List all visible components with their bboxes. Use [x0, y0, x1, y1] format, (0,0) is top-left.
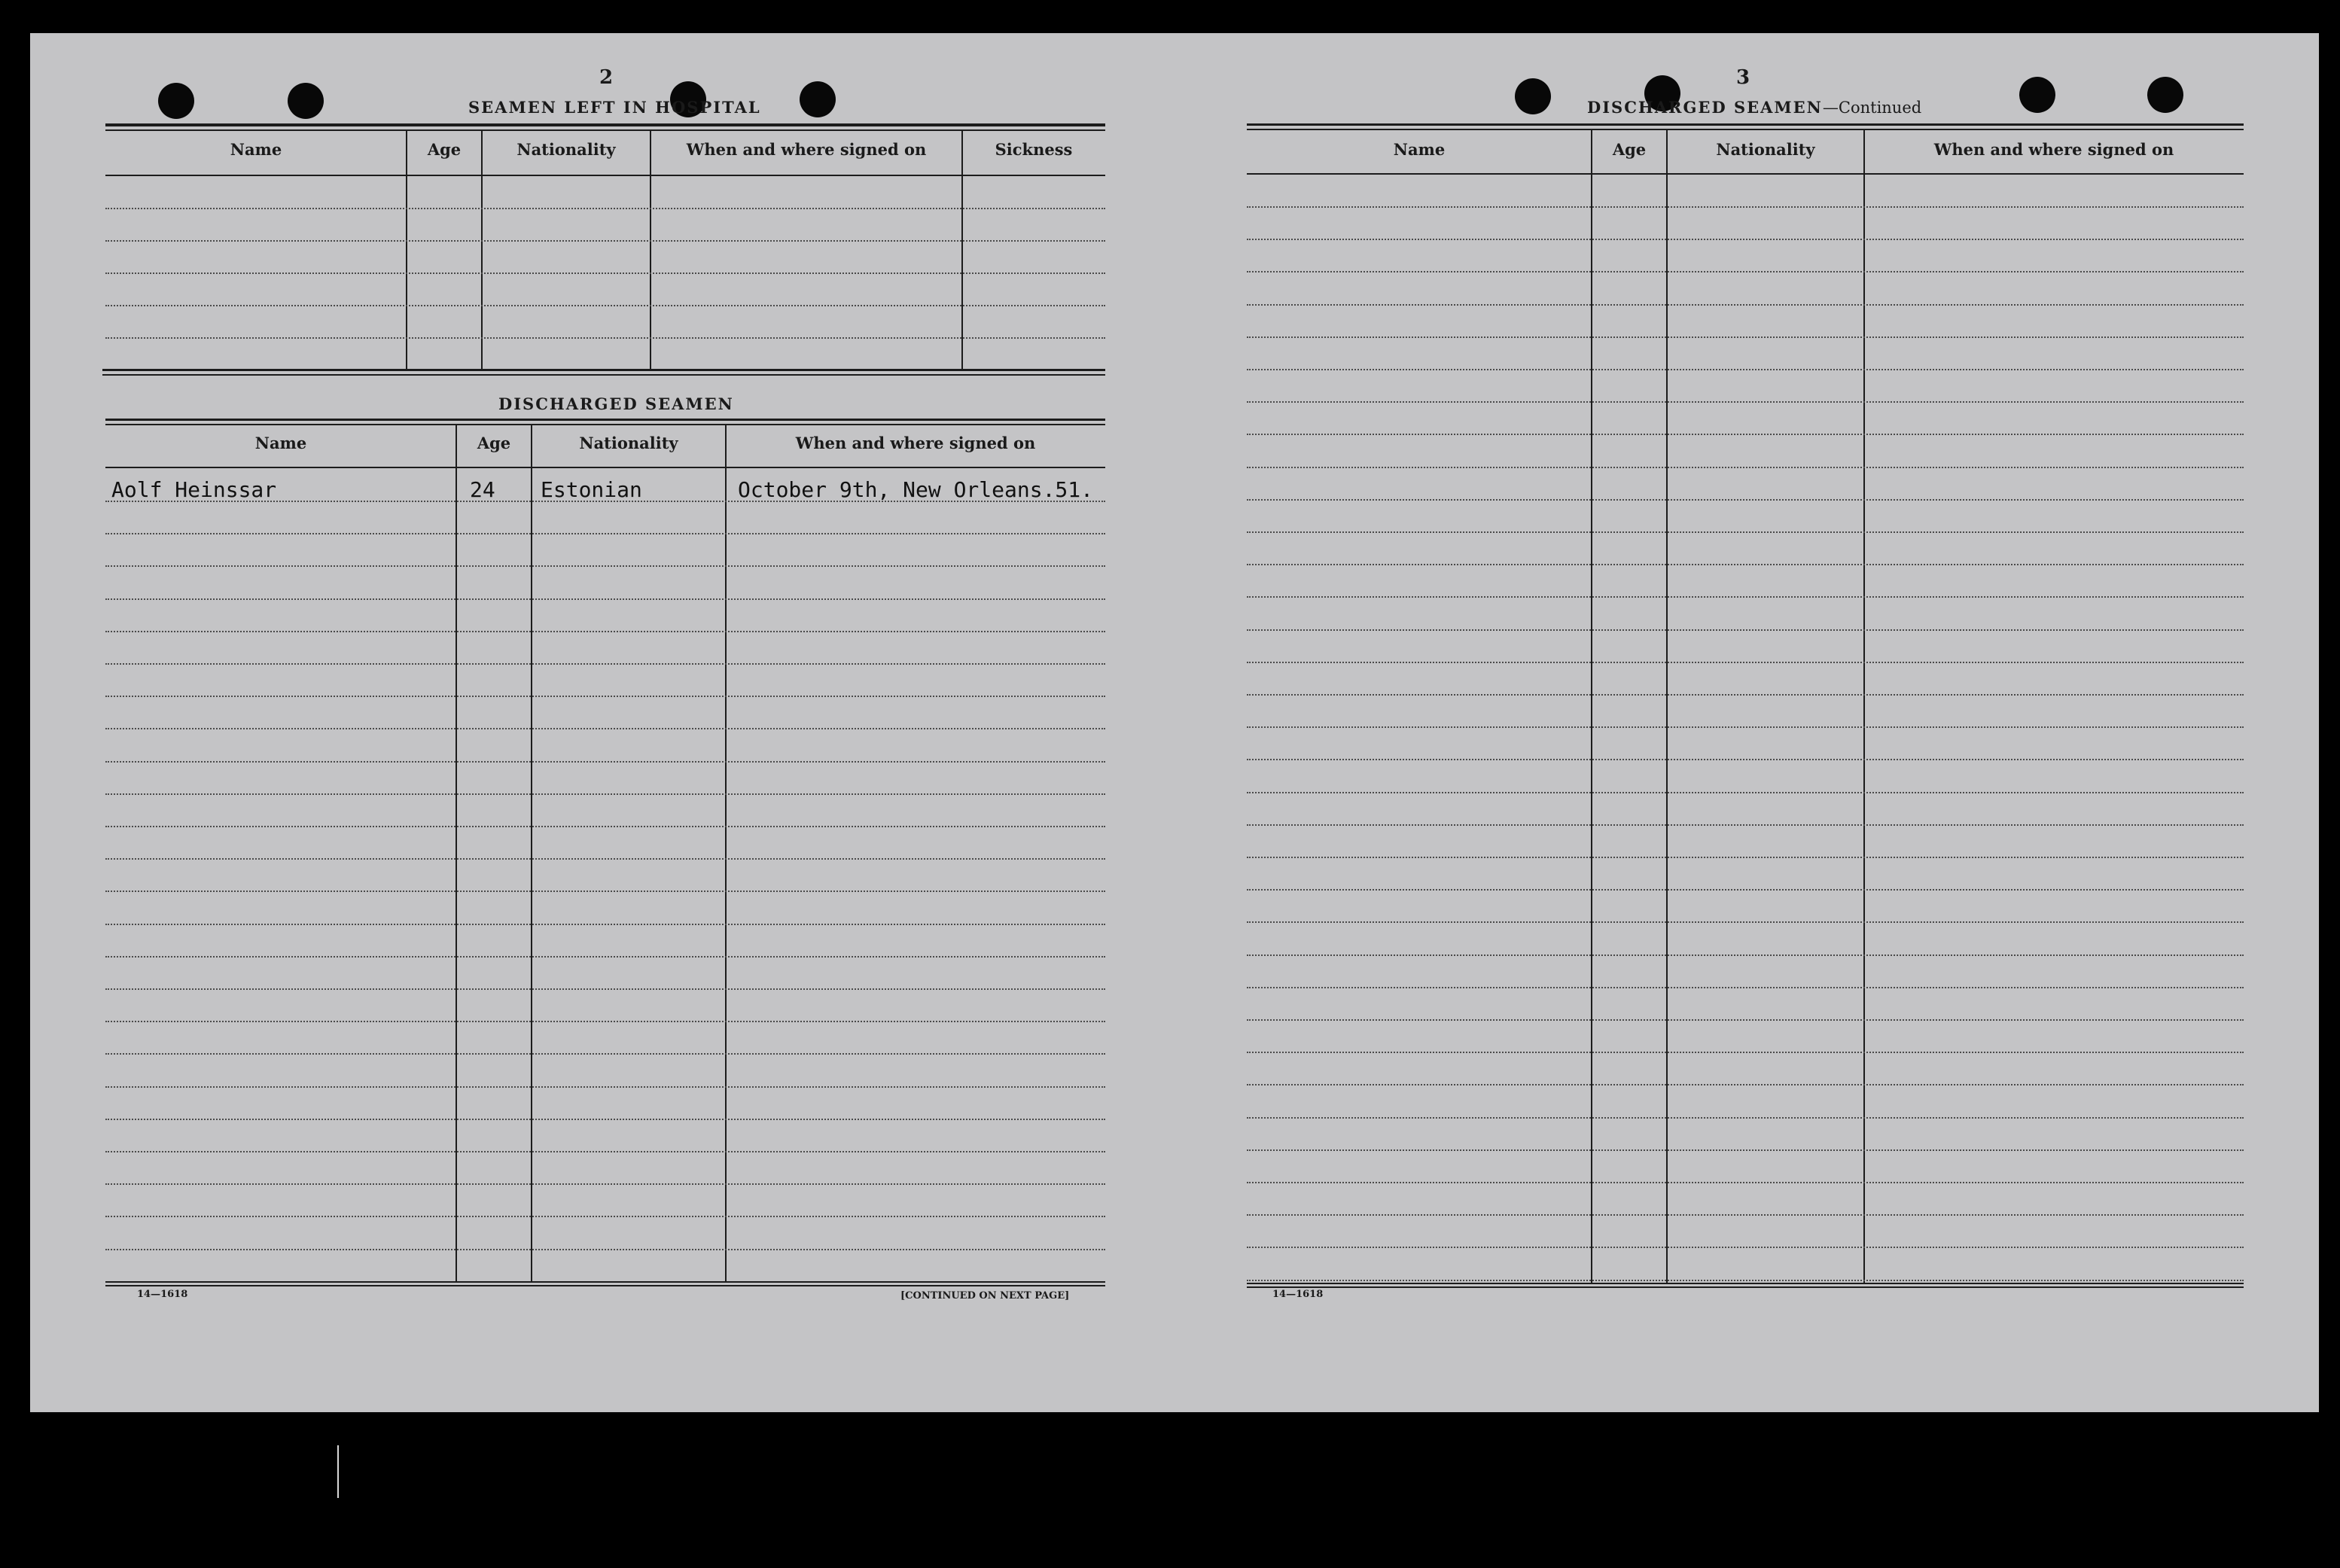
ruled-line	[1247, 304, 2244, 306]
seaman-signed-on: October 9th, New Orleans.51.	[738, 477, 1094, 502]
column-header: Nationality	[1716, 140, 1815, 159]
table-rule	[105, 467, 1105, 468]
ruled-line	[1247, 401, 2244, 403]
punch-hole	[800, 81, 836, 117]
punch-hole	[1515, 78, 1551, 114]
ruled-line	[105, 1021, 1105, 1022]
table-rule	[102, 369, 1105, 371]
ruled-line	[105, 924, 1105, 925]
ruled-line	[1247, 1247, 2244, 1248]
form-number: 14—1618	[137, 1289, 188, 1300]
table-rule	[1247, 173, 2244, 175]
ruled-line	[1247, 987, 2244, 988]
table-rule	[105, 123, 1105, 126]
ruled-line	[1247, 792, 2244, 793]
ruled-line	[105, 1183, 1105, 1185]
ruled-line	[105, 631, 1105, 632]
ruled-line	[1247, 662, 2244, 663]
ruled-line	[105, 1216, 1105, 1217]
ruled-line	[105, 598, 1105, 600]
ruled-line	[1247, 955, 2244, 956]
column-header: Nationality	[579, 434, 678, 452]
table-rule	[105, 419, 1105, 421]
seaman-age: 24	[470, 477, 495, 502]
column-divider	[1666, 129, 1668, 1283]
ruled-line	[1247, 857, 2244, 858]
table-rule	[105, 424, 1105, 425]
discharged-section-title: DISCHARGED SEAMEN	[498, 394, 734, 413]
ruled-line	[1247, 824, 2244, 826]
column-divider	[406, 129, 407, 370]
column-header: Sickness	[995, 140, 1073, 159]
ruled-line	[1247, 1280, 2244, 1281]
section-title-suffix: —Continued	[1822, 99, 1922, 117]
ruled-line	[105, 663, 1105, 665]
column-header: When and where signed on	[686, 140, 927, 159]
column-header: Age	[1612, 140, 1647, 159]
ruled-line	[105, 761, 1105, 763]
column-header: Age	[427, 140, 462, 159]
hospital-section-title: SEAMEN LEFT IN HOSPITAL	[468, 98, 761, 117]
page-number: 3	[1736, 66, 1750, 89]
ruled-line	[1247, 336, 2244, 338]
ruled-line	[1247, 271, 2244, 272]
ruled-line	[1247, 1084, 2244, 1085]
ruled-line	[1247, 629, 2244, 631]
discharged-continued-title	[1587, 98, 1921, 117]
ruled-line	[1247, 1117, 2244, 1119]
ruled-line	[105, 696, 1105, 697]
ruled-line	[1247, 206, 2244, 208]
punch-hole	[288, 83, 324, 119]
ruled-line	[1247, 369, 2244, 370]
ruled-line	[105, 956, 1105, 958]
table-rule	[102, 374, 1105, 376]
section-title-text: DISCHARGED SEAMEN	[1587, 98, 1823, 117]
column-header: Name	[254, 434, 307, 452]
ruled-line	[105, 208, 1105, 209]
column-divider	[481, 129, 483, 370]
form-number: 14—1618	[1272, 1289, 1324, 1300]
ruled-line	[1247, 499, 2244, 501]
ruled-line	[1247, 434, 2244, 435]
ruled-line	[105, 826, 1105, 827]
table-rule	[105, 129, 1105, 131]
column-divider	[531, 424, 532, 1282]
column-divider	[650, 129, 651, 370]
ruled-line	[105, 240, 1105, 242]
column-header: When and where signed on	[1933, 140, 2174, 159]
ruled-line	[105, 793, 1105, 795]
table-rule	[1247, 1286, 2244, 1288]
column-header: Name	[1393, 140, 1446, 159]
table-rule	[1247, 123, 2244, 126]
ruled-line	[105, 891, 1105, 892]
punch-hole	[2019, 77, 2055, 113]
ruled-line	[105, 305, 1105, 306]
ruled-line	[105, 858, 1105, 860]
table-rule	[1247, 129, 2244, 130]
ruled-line	[105, 533, 1105, 534]
ruled-line	[1247, 921, 2244, 923]
column-header: When and where signed on	[795, 434, 1036, 452]
column-divider	[725, 424, 727, 1282]
ruled-line	[1247, 239, 2244, 240]
column-divider	[1863, 129, 1865, 1283]
ruled-line	[105, 337, 1105, 339]
ruled-line	[105, 565, 1105, 567]
column-header: Age	[477, 434, 511, 452]
ruled-line	[1247, 1019, 2244, 1021]
ruled-line	[1247, 1214, 2244, 1216]
table-rule	[105, 1285, 1105, 1286]
ruled-line	[1247, 694, 2244, 696]
ruled-line	[105, 1053, 1105, 1055]
page-number: 2	[599, 66, 614, 89]
ruled-line	[1247, 1052, 2244, 1053]
ruled-line	[1247, 1149, 2244, 1151]
continued-note: [CONTINUED ON NEXT PAGE]	[900, 1290, 1070, 1302]
ruled-line	[105, 1119, 1105, 1120]
ruled-line	[1247, 467, 2244, 468]
ruled-line	[105, 1086, 1105, 1088]
column-divider	[456, 424, 457, 1282]
seaman-nationality: Estonian	[541, 477, 642, 502]
ruled-line	[105, 1249, 1105, 1250]
ruled-line	[1247, 564, 2244, 565]
column-header: Nationality	[516, 140, 616, 159]
film-scratch	[337, 1445, 339, 1498]
column-divider	[1591, 129, 1592, 1283]
ruled-line	[1247, 531, 2244, 533]
seaman-name: Aolf Heinssar	[111, 477, 277, 502]
punch-hole	[2147, 77, 2183, 113]
ruled-line	[1247, 889, 2244, 891]
column-header: Name	[230, 140, 282, 159]
ruled-line	[105, 728, 1105, 729]
table-rule	[105, 1281, 1105, 1283]
ruled-line	[1247, 726, 2244, 728]
ruled-line	[105, 988, 1105, 990]
ruled-line	[1247, 1182, 2244, 1183]
ruled-line	[1247, 596, 2244, 598]
ruled-line	[1247, 759, 2244, 760]
punch-hole	[158, 83, 194, 119]
table-rule	[1247, 1283, 2244, 1284]
ruled-line	[105, 272, 1105, 274]
ruled-line	[105, 1151, 1105, 1152]
table-rule	[105, 175, 1105, 176]
column-divider	[961, 129, 963, 370]
